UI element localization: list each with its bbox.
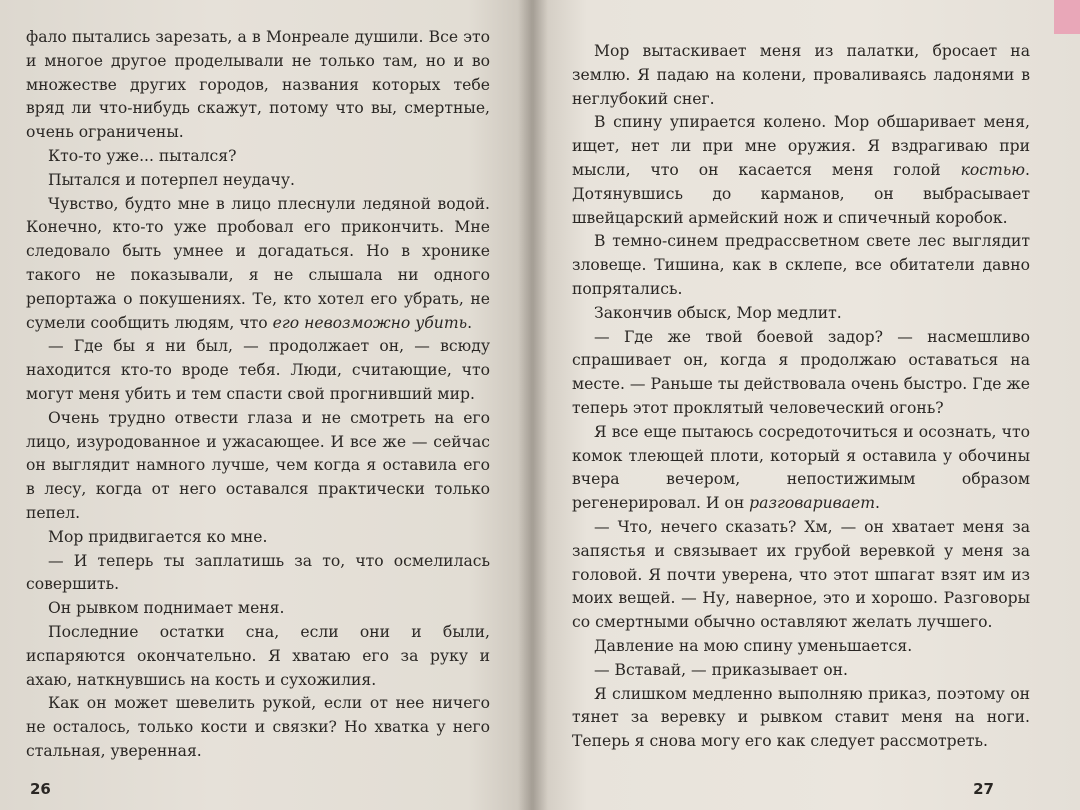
- paragraph: Чувство, будто мне в лицо плеснули ледяной водой. Конечно, кто-то уже пробовал его прикончить. Мне следовало быть умнее и догадаться. Но в хронике такого не показывали, я не слышала ни одного репортажа о покушениях. Те, кто хотел его убрать, не сумели сообщить людям, что его невозможно убить.: [26, 194, 490, 332]
- left-page-text: [26, 26, 490, 764]
- paragraph: — Где же твой боевой задор? — насмешливо спрашивает он, когда я продолжаю оставаться на месте. — Раньше ты действовала очень быстро. Где же теперь этот проклятый человеческий огонь?: [572, 327, 1030, 417]
- paragraph: Мор вытаскивает меня из палатки, бросает на землю. Я падаю на колени, проваливаясь ладонями в неглубокий снег.: [572, 42, 1030, 108]
- right-page-text: [572, 40, 1030, 754]
- paragraph: — Где бы я ни был, — продолжает он, — всюду находится кто-то вроде тебя. Люди, считающие, что могут меня убить и тем спасти свой прогнивший мир.: [26, 337, 490, 403]
- paragraph: Я все еще пытаюсь сосредоточиться и осознать, что комок тлеющей плоти, который я оставила у обочины вчера вечером, непостижимым образом регенерировал. И он разговаривает.: [572, 422, 1030, 513]
- paragraph: Как он может шевелить рукой, если от нее ничего не осталось, только кости и связки? Но хватка у него стальная, уверенная.: [26, 694, 490, 760]
- paragraph: Он рывком поднимает меня.: [48, 599, 285, 618]
- paragraph: — И теперь ты заплатишь за то, что осмелилась совершить.: [26, 551, 490, 594]
- paragraph: Пытался и потерпел неудачу.: [48, 170, 295, 189]
- paragraph: Очень трудно отвести глаза и не смотреть на его лицо, изуродованное и ужасающее. И все же — сейчас он выглядит намного лучше, чем когда я оставила его в лесу, когда от него оставался практически только пепел.: [26, 408, 490, 522]
- paragraph: Мор придвигается ко мне.: [48, 527, 268, 546]
- paragraph: Закончив обыск, Мор медлит.: [594, 303, 842, 322]
- paragraph: Последние остатки сна, если они и были, испаряются окончательно. Я хватаю его за руку и ахаю, наткнувшись на кость и сухожилия.: [26, 622, 490, 689]
- paragraph: Кто-то уже... пытался?: [48, 146, 237, 165]
- paragraph: фало пытались зарезать, а в Монреале душили. Все это и многое другое проделывали не только там, но и во множестве других городов, названия которых тебе вряд ли что-нибудь скажут, потому что вы, смертные, очень ограничены.: [26, 28, 490, 142]
- pink-bookmark-tab: [1054, 0, 1080, 34]
- left-page: [0, 0, 532, 810]
- right-page-number: 27: [973, 780, 994, 798]
- book-gutter: [518, 0, 548, 810]
- paragraph: — Что, нечего сказать? Хм, — он хватает меня за запястья и связывает их грубой веревкой у меня за головой. Я почти уверена, что этот шпагат взят им из моих вещей. — Ну, наверное, это и хорошо. Разговоры со смертными обычно оставляют желать лучшего.: [572, 517, 1030, 632]
- left-page-number: 26: [30, 780, 51, 798]
- right-page: [532, 0, 1080, 810]
- paragraph: Я слишком медленно выполняю приказ, поэтому он тянет за веревку и рывком ставит меня на ноги. Теперь я снова могу его как следует рассмотреть.: [572, 684, 1030, 751]
- paragraph: В спину упирается колено. Мор обшаривает меня, ищет, нет ли при мне оружия. Я вздрагиваю при мысли, что он касается меня голой костью. Дотянувшись до карманов, он выбрасывает швейцарский армейский нож и спичечный коробок.: [572, 113, 1030, 227]
- paragraph: — Вставай, — приказывает он.: [594, 660, 848, 679]
- paragraph: Давление на мою спину уменьшается.: [594, 636, 913, 655]
- paragraph: В темно-синем предрассветном свете лес выглядит зловеще. Тишина, как в склепе, все обитатели давно попрятались.: [572, 232, 1030, 298]
